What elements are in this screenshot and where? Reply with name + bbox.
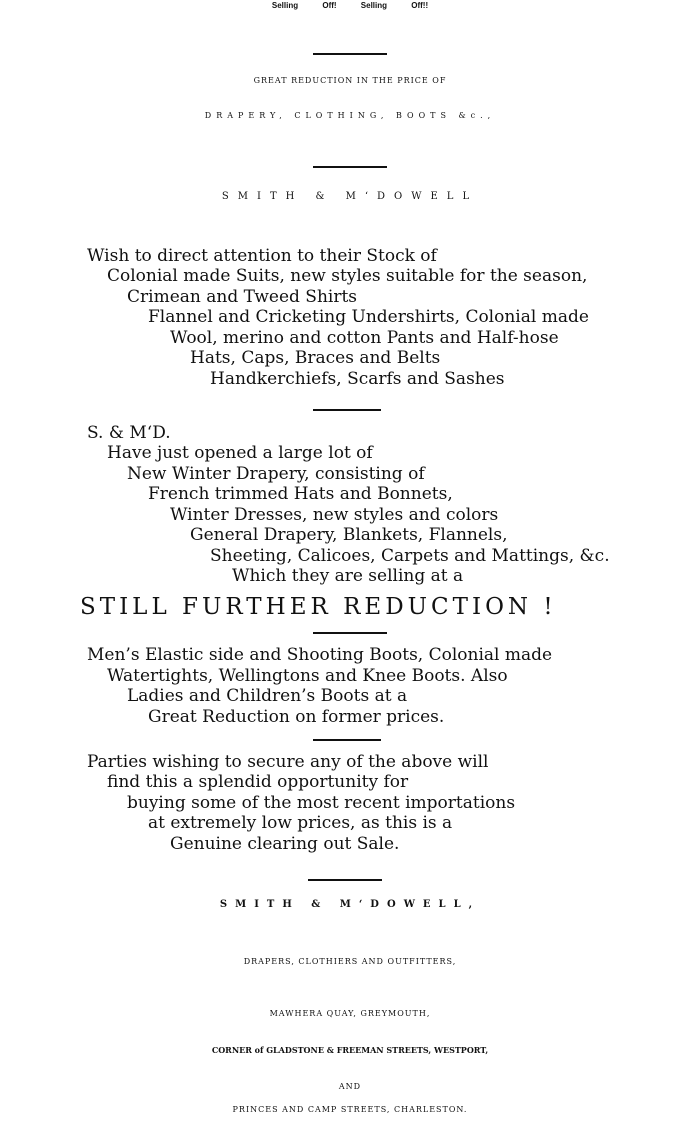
- list-item: Men’s Elastic side and Shooting Boots, Colonial made: [87, 645, 553, 665]
- list-item: Great Reduction on former prices.: [148, 707, 445, 727]
- list-item: Winter Dresses, new styles and colors: [170, 505, 499, 525]
- subhead: GREAT REDUCTION IN THE PRICE OF: [253, 76, 447, 85]
- divider: [313, 166, 387, 168]
- divider: [313, 409, 381, 411]
- address-charleston: PRINCES AND CAMP STREETS, CHARLESTON.: [232, 1105, 468, 1114]
- list-item: Colonial made Suits, new styles suitable for the season,: [107, 266, 588, 286]
- list-item: French trimmed Hats and Bonnets,: [148, 484, 453, 504]
- list-item: at extremely low prices, as this is a: [148, 813, 453, 833]
- list-item: Ladies and Children’s Boots at a: [127, 686, 408, 706]
- divider: [313, 632, 387, 634]
- divider: [313, 53, 387, 55]
- list-item: Genuine clearing out Sale.: [170, 834, 400, 854]
- trade-line: DRAPERS, CLOTHIERS AND OUTFITTERS,: [243, 957, 457, 966]
- list-item: Hats, Caps, Braces and Belts: [190, 348, 441, 368]
- list-item: Wish to direct attention to their Stock of: [87, 246, 437, 266]
- list-item: Have just opened a large lot of: [107, 443, 373, 463]
- list-item: Which they are selling at a: [232, 566, 464, 586]
- address-greymouth: MAWHERA QUAY, GREYMOUTH,: [269, 1009, 431, 1018]
- list-item: find this a splendid opportunity for: [107, 772, 409, 792]
- list-item: Parties wishing to secure any of the above will: [87, 752, 489, 772]
- address-westport: CORNER of GLADSTONE & FREEMAN STREETS, WESTPORT,: [211, 1045, 489, 1055]
- list-item: buying some of the most recent importations: [127, 793, 516, 813]
- reduction-heading: STILL FURTHER REDUCTION !: [80, 594, 557, 620]
- list-item: S. & M‘D.: [87, 423, 171, 443]
- list-item: General Drapery, Blankets, Flannels,: [190, 525, 508, 545]
- firm-name-footer: SMITH & M‘DOWELL,: [219, 899, 481, 910]
- list-item: Sheeting, Calicoes, Carpets and Mattings, &c.: [210, 546, 610, 566]
- list-item: Wool, merino and cotton Pants and Half-hose: [170, 328, 559, 348]
- list-item: Crimean and Tweed Shirts: [127, 287, 358, 307]
- firm-name-top: SMITH & M‘DOWELL: [221, 191, 479, 202]
- list-item: Flannel and Cricketing Undershirts, Colonial made: [148, 307, 589, 327]
- headline: Selling Off! Selling Off!!: [271, 1, 429, 10]
- goods-heading: DRAPERY, CLOTHING, BOOTS &c.,: [204, 111, 496, 120]
- divider: [313, 739, 381, 741]
- divider: [308, 879, 382, 881]
- list-item: New Winter Drapery, consisting of: [127, 464, 425, 484]
- list-item: Handkerchiefs, Scarfs and Sashes: [210, 369, 505, 389]
- conjunction: AND: [338, 1082, 362, 1091]
- list-item: Watertights, Wellingtons and Knee Boots. Also: [107, 666, 508, 686]
